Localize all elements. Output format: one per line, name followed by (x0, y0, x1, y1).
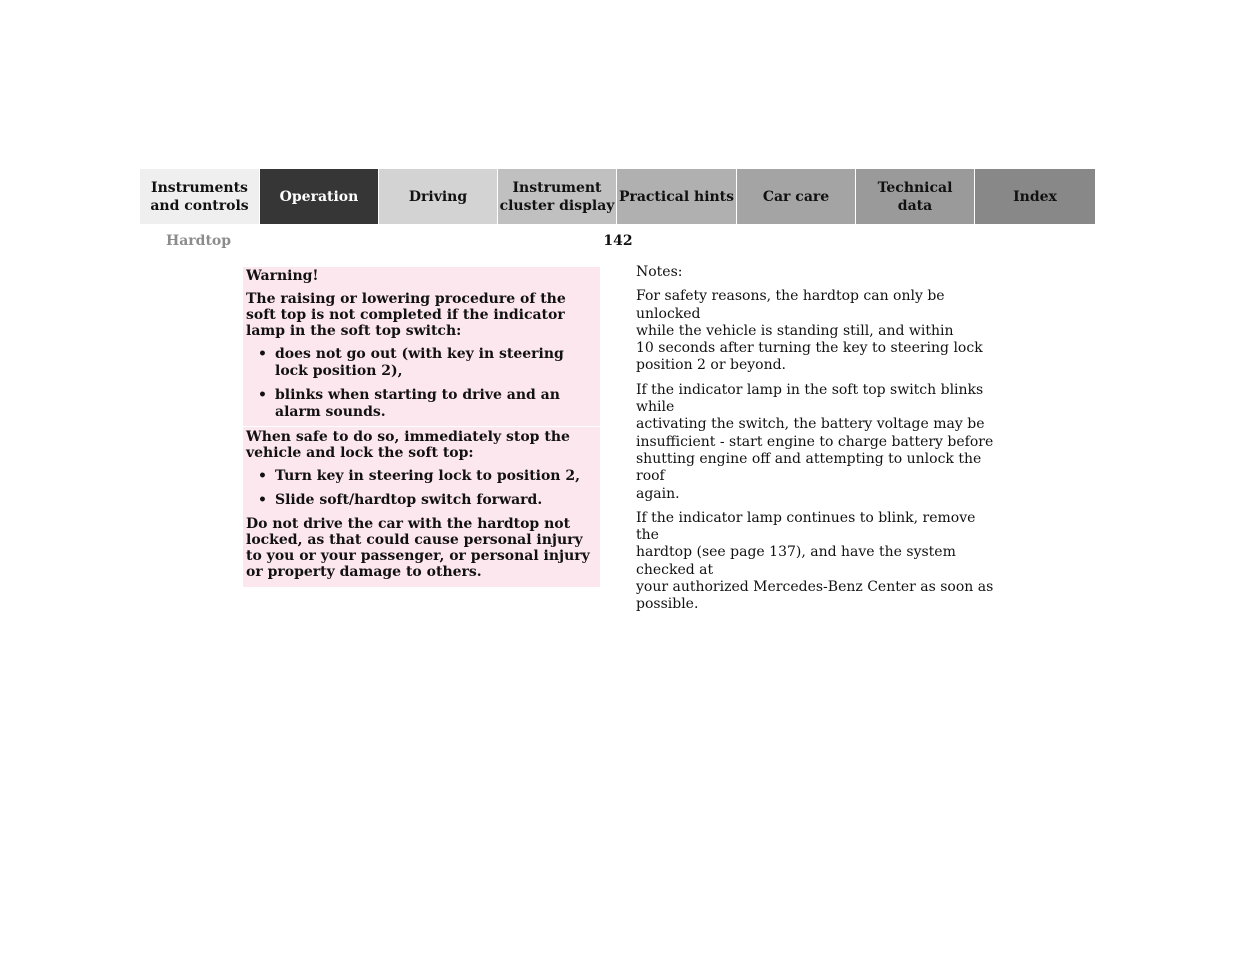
notes-section (636, 264, 996, 621)
bullet-icon: • (258, 346, 267, 362)
warning-conditions-list (246, 346, 594, 421)
tab-car-care[interactable]: Car care (737, 169, 856, 224)
notes-paragraph: For safety reasons, the hardtop can only be unlocked while the vehicle is standing still, and within 10 seconds after turning the key to steering lock position 2 or beyond. (636, 288, 983, 374)
bullet-icon: • (258, 387, 267, 403)
chapter-nav (140, 169, 1095, 224)
list-item-text: blinks when starting to drive and an alarm sounds. (275, 387, 560, 420)
warning-actions-list (246, 468, 594, 509)
warning-title: Warning! (246, 268, 319, 284)
tab-practical-hints[interactable]: Practical hints (617, 169, 737, 224)
warning-conditions-block (243, 267, 600, 426)
warning-actions-block (243, 427, 600, 587)
list-item (246, 346, 594, 380)
page-number: 142 (603, 233, 633, 249)
tab-driving[interactable]: Driving (379, 169, 498, 224)
tab-instrument-cluster-display[interactable]: Instrument cluster display (498, 169, 617, 224)
list-item (246, 468, 594, 485)
warning-intro: The raising or lowering procedure of the soft top is not completed if the indicator lamp in the soft top switch: (246, 291, 566, 339)
section-title: Hardtop (166, 233, 232, 249)
list-item-text: Slide soft/hardtop switch forward. (275, 492, 543, 508)
list-item (246, 387, 594, 421)
bullet-icon: • (258, 492, 267, 508)
tab-instruments-and-controls[interactable]: Instruments and controls (140, 169, 260, 224)
tab-technical-data[interactable]: Technical data (856, 169, 975, 224)
list-item-text: does not go out (with key in steering lock position 2), (275, 346, 564, 379)
list-item (246, 492, 594, 509)
warning-box (243, 267, 600, 587)
bullet-icon: • (258, 468, 267, 484)
warning-closing: Do not drive the car with the hardtop not locked, as that could cause personal injury to you or your passenger, or personal injury or property damage to others. (246, 516, 590, 580)
notes-heading: Notes: (636, 264, 683, 280)
warning-action-intro: When safe to do so, immediately stop the vehicle and lock the soft top: (246, 429, 570, 461)
tab-operation[interactable]: Operation (260, 169, 379, 224)
tab-index[interactable]: Index (975, 169, 1095, 224)
notes-paragraph: If the indicator lamp continues to blink, remove the hardtop (see page 137), and have the system checked at your authorized Mercedes-Benz Center as soon as possible. (636, 509, 994, 613)
notes-paragraph: If the indicator lamp in the soft top switch blinks while activating the switch, the battery voltage may be insufficient - start engine to charge battery before shutting engine off and attempting to unlock the roof again. (636, 381, 994, 502)
list-item-text: Turn key in steering lock to position 2, (275, 468, 580, 484)
